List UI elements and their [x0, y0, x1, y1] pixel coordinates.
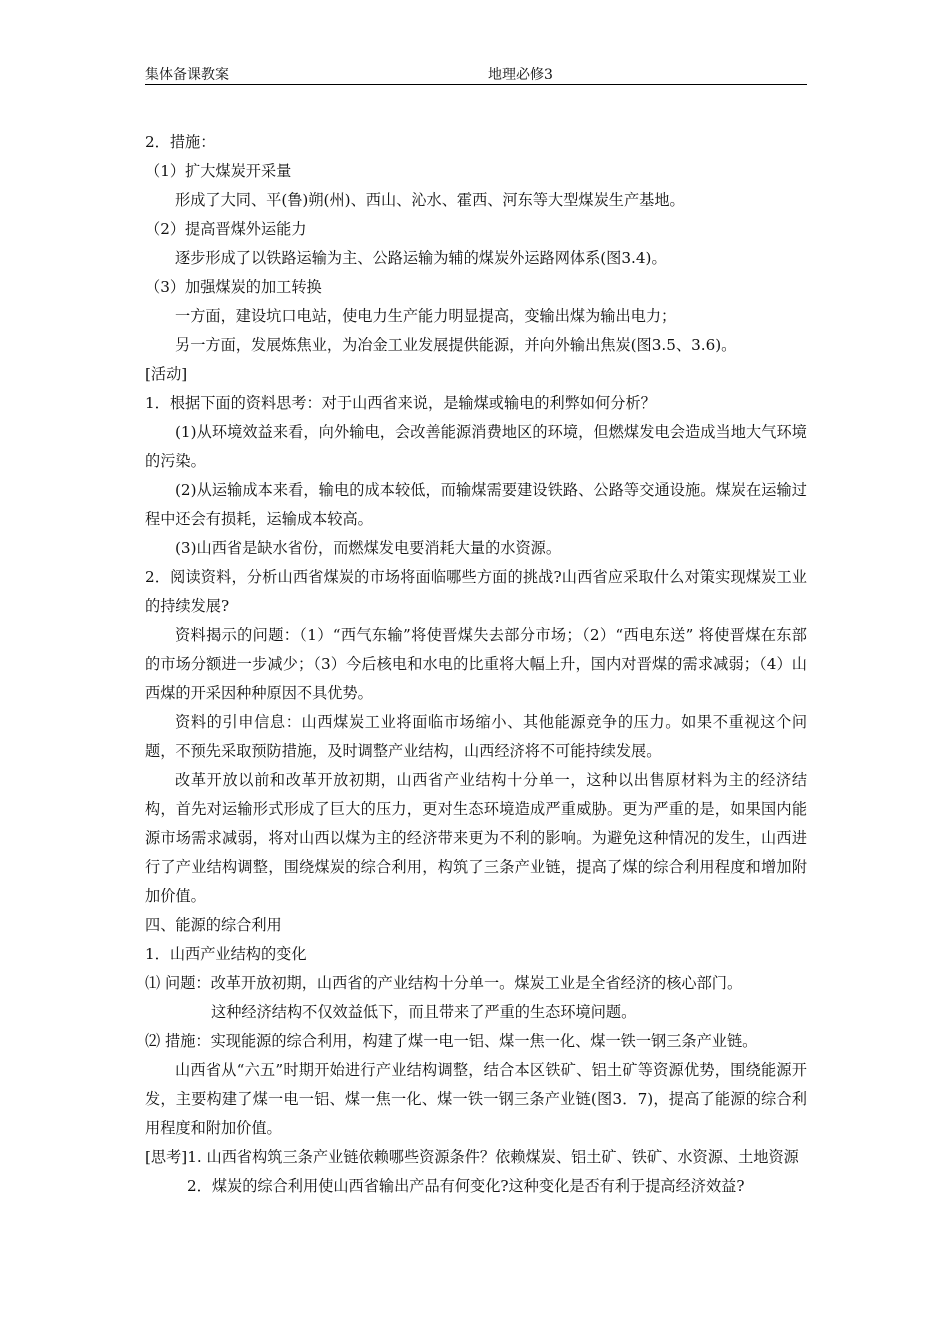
- subheading: （1）扩大煤炭开采量: [145, 162, 292, 180]
- list-item: ⑵ 措施：实现能源的综合利用，构建了煤一电一铝、煤一焦一化、煤一铁一钢三条产业链。: [145, 1032, 758, 1050]
- paragraph: 资料的引申信息：山西煤炭工业将面临市场缩小、其他能源竞争的压力。如果不重视这个问题，不预先采取预防措施，及时调整产业结构，山西经济将不可能持续发展。: [145, 713, 807, 760]
- page-header: [145, 62, 807, 85]
- think-question: 2．煤炭的综合利用使山西省输出产品有何变化?这种变化是否有利于提高经济效益?: [187, 1177, 745, 1195]
- section-heading: 四、能源的综合利用: [145, 916, 282, 934]
- header-left-text: 集体备课教案: [145, 67, 229, 83]
- question: 2．阅读资料，分析山西省煤炭的市场将面临哪些方面的挑战?山西省应采取什么对策实现煤炭工业的持续发展?: [145, 568, 807, 615]
- paragraph: 另一方面，发展炼焦业，为冶金工业发展提供能源，并向外输出焦炭(图3.5、3.6)。: [175, 336, 737, 354]
- header-center-text: 地理必修3: [488, 67, 553, 83]
- activity-label: [活动]: [145, 365, 188, 383]
- paragraph: (1)从环境效益来看，向外输电，会改善能源消费地区的环境，但燃煤发电会造成当地大气环境的污染。: [145, 423, 807, 470]
- list-item: ⑴ 问题：改革开放初期，山西省的产业结构十分单一。煤炭工业是全省经济的核心部门。: [145, 974, 743, 992]
- section-heading: 2．措施：: [145, 133, 216, 151]
- subheading: （3）加强煤炭的加工转换: [145, 278, 322, 296]
- think-question: [思考]1. 山西省构筑三条产业链依赖哪些资源条件？依赖煤炭、铝土矿、铁矿、水资源、土地资源: [145, 1148, 799, 1166]
- paragraph: (3)山西省是缺水省份，而燃煤发电要消耗大量的水资源。: [175, 539, 562, 557]
- paragraph: 逐步形成了以铁路运输为主、公路运输为辅的煤炭外运路网体系(图3.4)。: [175, 249, 667, 267]
- paragraph: 这种经济结构不仅效益低下，而且带来了严重的生态环境问题。: [211, 1003, 637, 1021]
- paragraph: 资料揭示的问题：（1）“西气东输”将使晋煤失去部分市场；（2）“西电东送” 将使晋煤在东部的市场分额进一步减少；（3）今后核电和水电的比重将大幅上升，国内对晋煤的需求减弱；（4）山西煤的开采因种种原因不具优势。: [145, 626, 807, 702]
- document-body: [145, 128, 807, 1201]
- question: 1．根据下面的资料思考：对于山西省来说，是输煤或输电的利弊如何分析？: [145, 394, 656, 412]
- subheading: 1．山西产业结构的变化: [145, 945, 307, 963]
- paragraph: 一方面，建设坑口电站，使电力生产能力明显提高，变输出煤为输出电力；: [175, 307, 677, 325]
- paragraph: (2)从运输成本来看，输电的成本较低，而输煤需要建设铁路、公路等交通设施。煤炭在运输过程中还会有损耗，运输成本较高。: [145, 481, 807, 528]
- paragraph: 改革开放以前和改革开放初期，山西省产业结构十分单一，这种以出售原材料为主的经济结构，首先对运输形式形成了巨大的压力，更对生态环境造成严重威胁。更为严重的是，如果国内能源市场需求减弱，将对山西以煤为主的经济带来更为不利的影响。为避免这种情况的发生，山西进行了产业结构调整，围绕煤炭的综合利用，构筑了三条产业链，提高了煤的综合利用程度和增加附加价值。: [145, 771, 807, 905]
- subheading: （2）提高晋煤外运能力: [145, 220, 307, 238]
- paragraph: 山西省从“六五”时期开始进行产业结构调整，结合本区铁矿、铝土矿等资源优势，围绕能源开发，主要构建了煤一电一铝、煤一焦一化、煤一铁一钢三条产业链(图3．7)，提高了能源的综合利用程度和附加价值。: [145, 1061, 807, 1137]
- paragraph: 形成了大同、平(鲁)朔(州)、西山、沁水、霍西、河东等大型煤炭生产基地。: [175, 191, 685, 209]
